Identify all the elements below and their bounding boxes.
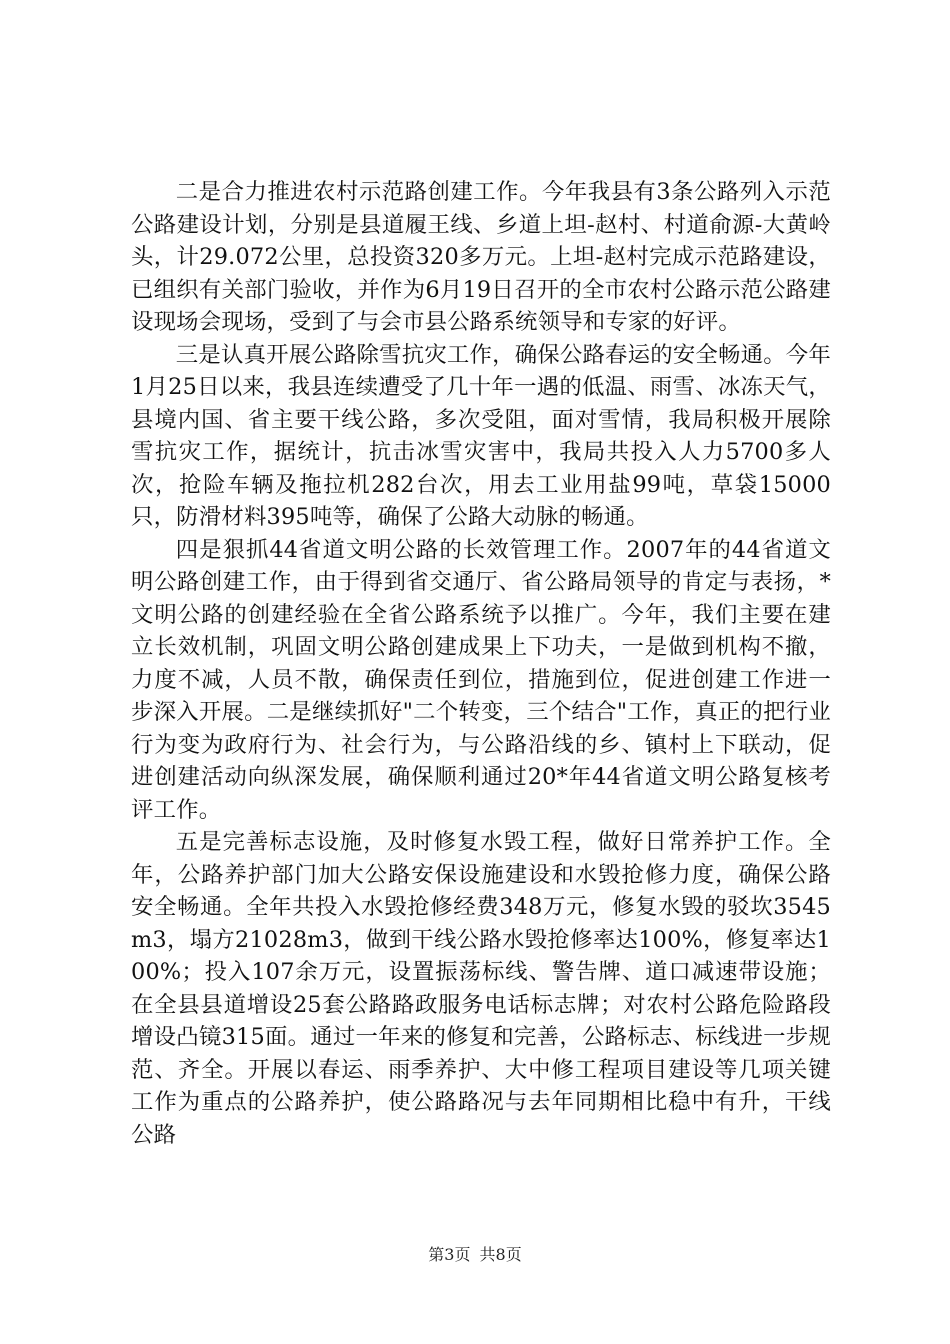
paragraph-maintenance: 五是完善标志设施，及时修复水毁工程，做好日常养护工作。全年，公路养护部门加大公路安保设施建设和水毁抢修力度，确保公路安全畅通。全年共投入水毁抢修经费348万元，修复水毁的驳坎3545m3，塌方21028m3，做到干线公路水毁抢修率达100%，修复率达100%；投入107余万元，设置振荡标线、警告牌、道口减速带设施；在全县县道增设25套公路路政服务电话标志牌；对农村公路危险路段增设凸镜315面。通过一年来的修复和完善，公路标志、标线进一步规范、齐全。开展以春运、雨季养护、大中修工程项目建设等几项关键工作为重点的公路养护，使公路路况与去年同期相比稳中有升，干线公路 [131, 829, 831, 1148]
page-total: 共8页 [479, 1245, 522, 1264]
paragraph-snow-disaster: 三是认真开展公路除雪抗灾工作，确保公路春运的安全畅通。今年1月25日以来，我县连续遭受了几十年一遇的低温、雨雪、冰冻天气，县境内国、省主要干线公路，多次受阻，面对雪情，我局积极开展除雪抗灾工作，据统计，抗击冰雪灾害中，我局共投入人力5700多人次，抢险车辆及拖拉机282台次，用去工业用盐99吨，草袋15000只，防滑材料395吨等，确保了公路大动脉的畅通。 [131, 341, 831, 530]
page-number: 第3页 [428, 1245, 471, 1264]
paragraph-road-demo: 二是合力推进农村示范路创建工作。今年我县有3条公路列入示范公路建设计划，分别是县道履王线、乡道上坦-赵村、村道俞源-大黄岭头，计29.072公里，总投资320多万元。上坦-赵村完成示范路建设，已组织有关部门验收，并作为6月19日召开的全市农村公路示范公路建设现场会现场，受到了与会市县公路系统领导和专家的好评。 [131, 179, 831, 335]
page-footer [0, 1242, 950, 1265]
paragraph-civilized-road: 四是狠抓44省道文明公路的长效管理工作。2007年的44省道文明公路创建工作，由于得到省交通厅、省公路局领导的肯定与表扬，*文明公路的创建经验在全省公路系统予以推广。今年，我们主要在建立长效机制，巩固文明公路创建成果上下功夫，一是做到机构不撤，力度不减，人员不散，确保责任到位，措施到位，促进创建工作进一步深入开展。二是继续抓好"二个转变，三个结合"工作，真正的把行业行为变为政府行为、社会行为，与公路沿线的乡、镇村上下联动，促进创建活动向纵深发展，确保顺利通过20*年44省道文明公路复核考评工作。 [131, 536, 831, 823]
document-body [131, 176, 831, 1151]
